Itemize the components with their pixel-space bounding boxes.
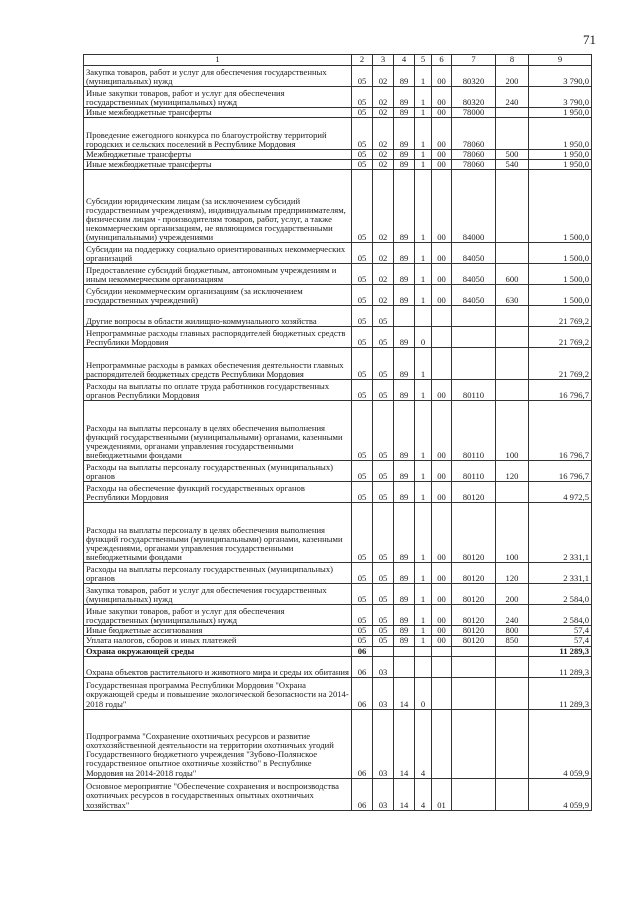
row-sum-cell: 16 796,7 [529,461,592,482]
table-body [84,66,592,811]
row-sum-cell: 57,4 [529,636,592,646]
row-code-cell-c3: 05 [373,380,394,401]
row-code-cell-c5: 1 [415,461,432,482]
row-code-cell-c8 [496,656,529,677]
row-code-cell-c5: 1 [415,636,432,646]
row-code-cell-c4: 89 [394,626,415,636]
row-code-cell-c2: 05 [352,626,373,636]
row-code-cell-c8: 630 [496,285,529,306]
row-code-cell-c5: 1 [415,264,432,285]
row-sum-cell: 1 500,0 [529,243,592,264]
table-row [84,160,592,170]
row-code-cell-c3: 02 [373,118,394,150]
row-code-cell-c3: 05 [373,503,394,563]
row-code-cell-c6 [432,656,452,677]
row-code-cell-c2: 05 [352,170,373,243]
row-code-cell-c6: 00 [432,170,452,243]
row-code-cell-c6 [432,709,452,778]
row-code-cell-c6: 00 [432,636,452,646]
row-code-cell-c8: 500 [496,150,529,160]
row-code-cell-c8 [496,170,529,243]
row-name-cell: Иные межбюджетные трансферты [84,108,352,118]
row-code-cell-c8 [496,327,529,348]
row-code-cell-c2: 06 [352,646,373,656]
table-row [84,66,592,87]
row-name-cell: Межбюджетные трансферты [84,150,352,160]
row-code-cell-c4: 89 [394,108,415,118]
budget-table [83,54,592,811]
row-sum-cell: 1 500,0 [529,285,592,306]
row-code-cell-c6 [432,646,452,656]
row-code-cell-c2: 05 [352,380,373,401]
row-code-cell-c5: 1 [415,348,432,380]
row-code-cell-c8 [496,306,529,327]
row-code-cell-c4: 89 [394,503,415,563]
header-cell-col-6: 6 [432,55,452,66]
row-name-cell: Подпрограмма "Сохранение охотничьих ресурсов и развитие охотхозяйственной деятельности на территории охотничьих угодий Государственного бюджетного учреждения "Зубово-Полянское государственное опытное охотничье хозяйство" в Республике Мордовия на 2014-2018 годы" [84,709,352,778]
row-name-cell: Расходы на выплаты персоналу в целях обеспечения выполнения функций государственными (муниципальными) органами, казенными учреждениями, органами управления государственными внебюджетными фондами [84,503,352,563]
row-code-cell-c2: 06 [352,677,373,709]
row-code-cell-c2: 05 [352,563,373,584]
row-code-cell-c3 [373,646,394,656]
row-code-cell-c6: 01 [432,778,452,810]
row-code-cell-c8: 240 [496,605,529,626]
row-code-cell-c7 [452,327,496,348]
row-code-cell-c7 [452,646,496,656]
row-code-cell-c3: 02 [373,170,394,243]
row-name-cell: Иные закупки товаров, работ и услуг для обеспечения государственных (муниципальных) нужд [84,87,352,108]
row-code-cell-c7 [452,677,496,709]
row-code-cell-c8 [496,778,529,810]
table-row [84,87,592,108]
row-code-cell-c8 [496,482,529,503]
row-name-cell: Иные бюджетные ассигнования [84,626,352,636]
row-code-cell-c6: 00 [432,66,452,87]
row-code-cell-c5: 1 [415,118,432,150]
row-code-cell-c2: 05 [352,461,373,482]
row-code-cell-c2: 05 [352,348,373,380]
row-name-cell: Предоставление субсидий бюджетным, автономным учреждениям и иным некоммерческим организациям [84,264,352,285]
row-code-cell-c6: 00 [432,150,452,160]
header-cell-col-3: 3 [373,55,394,66]
header-cell-col-4: 4 [394,55,415,66]
row-sum-cell: 3 790,0 [529,87,592,108]
row-code-cell-c3: 02 [373,150,394,160]
row-code-cell-c5: 1 [415,108,432,118]
table-row [84,605,592,626]
row-code-cell-c2: 05 [352,118,373,150]
row-code-cell-c2: 05 [352,66,373,87]
table-row [84,461,592,482]
row-code-cell-c7 [452,778,496,810]
row-code-cell-c6: 00 [432,160,452,170]
row-code-cell-c2: 05 [352,306,373,327]
row-name-cell: Иные межбюджетные трансферты [84,160,352,170]
row-code-cell-c5: 1 [415,626,432,636]
row-code-cell-c5: 1 [415,584,432,605]
row-code-cell-c2: 05 [352,636,373,646]
row-code-cell-c7 [452,348,496,380]
row-code-cell-c7: 80320 [452,87,496,108]
row-code-cell-c7 [452,306,496,327]
row-code-cell-c8 [496,709,529,778]
row-code-cell-c4: 14 [394,677,415,709]
row-sum-cell: 2 331,1 [529,563,592,584]
row-code-cell-c3: 05 [373,482,394,503]
row-name-cell: Основное мероприятие "Обеспечение сохранения и воспроизводства охотничьих ресурсов в государственных опытных охотничьих хозяйствах" [84,778,352,810]
row-code-cell-c8: 120 [496,461,529,482]
row-sum-cell: 4 059,9 [529,778,592,810]
row-code-cell-c7: 84050 [452,285,496,306]
row-code-cell-c6: 00 [432,605,452,626]
row-code-cell-c5: 1 [415,563,432,584]
row-code-cell-c6 [432,348,452,380]
row-name-cell: Проведение ежегодного конкурса по благоустройству территорий городских и сельских поселений в Республике Мордовия [84,118,352,150]
row-code-cell-c7: 80120 [452,503,496,563]
row-code-cell-c6 [432,327,452,348]
page-number: 71 [583,32,596,47]
row-code-cell-c2: 05 [352,584,373,605]
row-code-cell-c4 [394,306,415,327]
row-code-cell-c5: 1 [415,160,432,170]
row-code-cell-c7 [452,709,496,778]
row-code-cell-c3: 05 [373,605,394,626]
row-code-cell-c8: 540 [496,160,529,170]
row-sum-cell: 4 059,9 [529,709,592,778]
row-code-cell-c6: 00 [432,87,452,108]
row-name-cell: Расходы на обеспечение функций государственных органов Республики Мордовия [84,482,352,503]
row-code-cell-c3: 03 [373,656,394,677]
row-code-cell-c2: 05 [352,264,373,285]
row-code-cell-c8: 100 [496,503,529,563]
row-code-cell-c7: 80120 [452,584,496,605]
row-sum-cell: 1 950,0 [529,118,592,150]
row-code-cell-c3: 02 [373,243,394,264]
row-sum-cell: 21 769,2 [529,348,592,380]
row-code-cell-c4: 89 [394,87,415,108]
row-code-cell-c4: 89 [394,243,415,264]
row-code-cell-c4: 89 [394,401,415,461]
row-code-cell-c8: 240 [496,87,529,108]
row-code-cell-c6: 00 [432,401,452,461]
row-sum-cell: 2 331,1 [529,503,592,563]
row-code-cell-c6: 00 [432,285,452,306]
row-name-cell: Закупка товаров, работ и услуг для обеспечения государственных (муниципальных) нужд [84,66,352,87]
row-code-cell-c3: 03 [373,709,394,778]
row-sum-cell: 21 769,2 [529,306,592,327]
row-code-cell-c2: 05 [352,503,373,563]
row-code-cell-c4: 89 [394,150,415,160]
table-row [84,327,592,348]
row-code-cell-c3: 02 [373,264,394,285]
row-code-cell-c2: 05 [352,605,373,626]
row-code-cell-c6 [432,306,452,327]
row-code-cell-c8: 200 [496,584,529,605]
row-code-cell-c7 [452,656,496,677]
row-code-cell-c4: 89 [394,264,415,285]
row-code-cell-c4: 89 [394,285,415,306]
table-row [84,636,592,646]
row-name-cell: Расходы на выплаты по оплате труда работников государственных органов Республики Мордовия [84,380,352,401]
row-name-cell: Субсидии некоммерческим организациям (за исключением государственных учреждений) [84,285,352,306]
row-code-cell-c2: 05 [352,285,373,306]
row-name-cell: Непрограммные расходы главных распорядителей бюджетных средств Республики Мордовия [84,327,352,348]
row-code-cell-c2: 06 [352,778,373,810]
row-name-cell: Охрана объектов растительного и животного мира и среды их обитания [84,656,352,677]
row-code-cell-c4: 89 [394,348,415,380]
row-code-cell-c2: 05 [352,327,373,348]
row-code-cell-c7: 80110 [452,401,496,461]
row-name-cell: Субсидии юридическим лицам (за исключением субсидий государственным учреждениям), индивидуальным предпринимателям, физическим лицам - производителям товаров, работ, услуг, а также некоммерческим организациям, не являющимся государственными (муниципальными) учреждениями [84,170,352,243]
row-code-cell-c3: 02 [373,87,394,108]
table-row [84,243,592,264]
row-code-cell-c8 [496,348,529,380]
row-code-cell-c3: 05 [373,401,394,461]
row-code-cell-c4: 89 [394,482,415,503]
row-code-cell-c4: 89 [394,563,415,584]
row-code-cell-c8: 100 [496,401,529,461]
row-code-cell-c4: 89 [394,170,415,243]
row-code-cell-c5: 4 [415,709,432,778]
row-sum-cell: 1 500,0 [529,170,592,243]
row-code-cell-c8 [496,677,529,709]
row-code-cell-c7: 78060 [452,150,496,160]
row-code-cell-c4: 89 [394,66,415,87]
row-code-cell-c3: 02 [373,285,394,306]
row-code-cell-c5: 1 [415,87,432,108]
header-cell-col-8: 8 [496,55,529,66]
row-code-cell-c6: 00 [432,264,452,285]
row-code-cell-c6: 00 [432,108,452,118]
row-code-cell-c4: 14 [394,778,415,810]
header-cell-col-2: 2 [352,55,373,66]
row-sum-cell: 1 950,0 [529,108,592,118]
row-code-cell-c2: 05 [352,482,373,503]
table-row [84,778,592,810]
row-sum-cell: 11 289,3 [529,677,592,709]
row-code-cell-c3: 05 [373,584,394,605]
row-code-cell-c8 [496,118,529,150]
row-sum-cell: 57,4 [529,626,592,636]
row-code-cell-c6 [432,677,452,709]
row-code-cell-c7: 84050 [452,243,496,264]
row-code-cell-c8 [496,108,529,118]
row-code-cell-c7: 80120 [452,563,496,584]
table-header-row [84,55,592,66]
row-name-cell: Расходы на выплаты персоналу государственных (муниципальных) органов [84,563,352,584]
row-code-cell-c3: 02 [373,108,394,118]
row-code-cell-c2: 06 [352,656,373,677]
row-code-cell-c6: 00 [432,482,452,503]
row-code-cell-c7: 80120 [452,482,496,503]
row-code-cell-c5: 1 [415,401,432,461]
row-code-cell-c8: 850 [496,636,529,646]
row-code-cell-c8 [496,646,529,656]
row-code-cell-c7: 84000 [452,170,496,243]
row-code-cell-c5: 1 [415,380,432,401]
row-code-cell-c8 [496,243,529,264]
row-code-cell-c2: 05 [352,150,373,160]
row-code-cell-c5: 4 [415,778,432,810]
row-sum-cell: 1 500,0 [529,264,592,285]
row-name-cell: Расходы на выплаты персоналу государственных (муниципальных) органов [84,461,352,482]
row-code-cell-c8: 120 [496,563,529,584]
row-name-cell: Непрограммные расходы в рамках обеспечения деятельности главных распорядителей бюджетных средств Республики Мордовия [84,348,352,380]
header-cell-col-5: 5 [415,55,432,66]
row-code-cell-c3: 05 [373,348,394,380]
row-code-cell-c5: 1 [415,150,432,160]
row-code-cell-c2: 05 [352,87,373,108]
header-cell-col-7: 7 [452,55,496,66]
table-row [84,709,592,778]
row-code-cell-c6: 00 [432,503,452,563]
table-row [84,108,592,118]
table-row [84,646,592,656]
row-code-cell-c2: 06 [352,709,373,778]
table-row [84,306,592,327]
row-code-cell-c6: 00 [432,461,452,482]
row-name-cell: Расходы на выплаты персоналу в целях обеспечения выполнения функций государственными (муниципальными) органами, казенными учреждениями, органами управления государственными внебюджетными фондами [84,401,352,461]
table-row [84,170,592,243]
row-code-cell-c6: 00 [432,584,452,605]
row-code-cell-c5: 1 [415,285,432,306]
row-code-cell-c3: 05 [373,461,394,482]
row-code-cell-c7: 80120 [452,605,496,626]
row-name-cell: Охрана окружающей среды [84,646,352,656]
row-name-cell: Субсидии на поддержку социально ориентированных некоммерческих организаций [84,243,352,264]
row-code-cell-c5: 1 [415,170,432,243]
row-sum-cell: 16 796,7 [529,380,592,401]
row-code-cell-c5: 0 [415,677,432,709]
table-row [84,677,592,709]
table-row [84,118,592,150]
row-code-cell-c6: 00 [432,563,452,584]
row-code-cell-c4: 89 [394,380,415,401]
row-code-cell-c5: 1 [415,243,432,264]
row-code-cell-c7: 80120 [452,636,496,646]
row-name-cell: Закупка товаров, работ и услуг для обеспечения государственных (муниципальных) нужд [84,584,352,605]
row-code-cell-c3: 05 [373,626,394,636]
row-sum-cell: 2 584,0 [529,605,592,626]
row-code-cell-c6: 00 [432,380,452,401]
table-row [84,150,592,160]
row-code-cell-c5: 0 [415,327,432,348]
row-code-cell-c6: 00 [432,118,452,150]
row-code-cell-c3: 05 [373,327,394,348]
table-row [84,626,592,636]
row-sum-cell: 11 289,3 [529,656,592,677]
row-code-cell-c4: 89 [394,160,415,170]
table-row [84,264,592,285]
row-code-cell-c4: 89 [394,605,415,626]
row-code-cell-c5 [415,656,432,677]
row-sum-cell: 4 972,5 [529,482,592,503]
table-row [84,401,592,461]
row-code-cell-c3: 03 [373,778,394,810]
row-sum-cell: 3 790,0 [529,66,592,87]
row-sum-cell: 21 769,2 [529,327,592,348]
table-row [84,656,592,677]
row-code-cell-c7: 84050 [452,264,496,285]
row-code-cell-c7: 78060 [452,118,496,150]
row-name-cell: Государственная программа Республики Мордовия "Охрана окружающей среды и повышение экологической безопасности на 2014-2018 годы" [84,677,352,709]
row-code-cell-c8 [496,380,529,401]
row-sum-cell: 16 796,7 [529,401,592,461]
row-code-cell-c4: 89 [394,118,415,150]
row-sum-cell: 1 950,0 [529,150,592,160]
row-code-cell-c7: 78000 [452,108,496,118]
row-code-cell-c5: 1 [415,605,432,626]
row-code-cell-c5 [415,306,432,327]
row-code-cell-c7: 80110 [452,461,496,482]
row-code-cell-c5: 1 [415,66,432,87]
row-sum-cell: 2 584,0 [529,584,592,605]
row-code-cell-c5 [415,646,432,656]
header-cell-col-9: 9 [529,55,592,66]
table-row [84,482,592,503]
row-code-cell-c2: 05 [352,108,373,118]
row-name-cell: Уплата налогов, сборов и иных платежей [84,636,352,646]
row-code-cell-c4: 89 [394,461,415,482]
row-sum-cell: 11 289,3 [529,646,592,656]
row-code-cell-c3: 02 [373,160,394,170]
row-code-cell-c5: 1 [415,503,432,563]
row-code-cell-c3: 02 [373,66,394,87]
row-code-cell-c2: 05 [352,243,373,264]
row-code-cell-c6: 00 [432,626,452,636]
row-code-cell-c8: 800 [496,626,529,636]
table-row [84,380,592,401]
row-code-cell-c5: 1 [415,482,432,503]
row-sum-cell: 1 950,0 [529,160,592,170]
row-code-cell-c3: 05 [373,306,394,327]
row-code-cell-c4: 89 [394,584,415,605]
row-code-cell-c8: 200 [496,66,529,87]
row-code-cell-c7: 80110 [452,380,496,401]
row-code-cell-c4 [394,646,415,656]
row-name-cell: Иные закупки товаров, работ и услуг для обеспечения государственных (муниципальных) нужд [84,605,352,626]
row-code-cell-c7: 80120 [452,626,496,636]
row-code-cell-c2: 05 [352,401,373,461]
table-row [84,503,592,563]
header-cell-col-1: 1 [84,55,352,66]
row-code-cell-c8: 600 [496,264,529,285]
row-code-cell-c4: 14 [394,709,415,778]
row-code-cell-c3: 03 [373,677,394,709]
row-code-cell-c4: 89 [394,327,415,348]
row-code-cell-c3: 05 [373,563,394,584]
row-code-cell-c6: 00 [432,243,452,264]
row-code-cell-c4: 89 [394,636,415,646]
table-row [84,584,592,605]
row-code-cell-c7: 78060 [452,160,496,170]
row-code-cell-c2: 05 [352,160,373,170]
table-row [84,348,592,380]
table-row [84,563,592,584]
row-code-cell-c3: 05 [373,636,394,646]
table-row [84,285,592,306]
row-code-cell-c4 [394,656,415,677]
row-name-cell: Другие вопросы в области жилищно-коммунального хозяйства [84,306,352,327]
row-code-cell-c7: 80320 [452,66,496,87]
